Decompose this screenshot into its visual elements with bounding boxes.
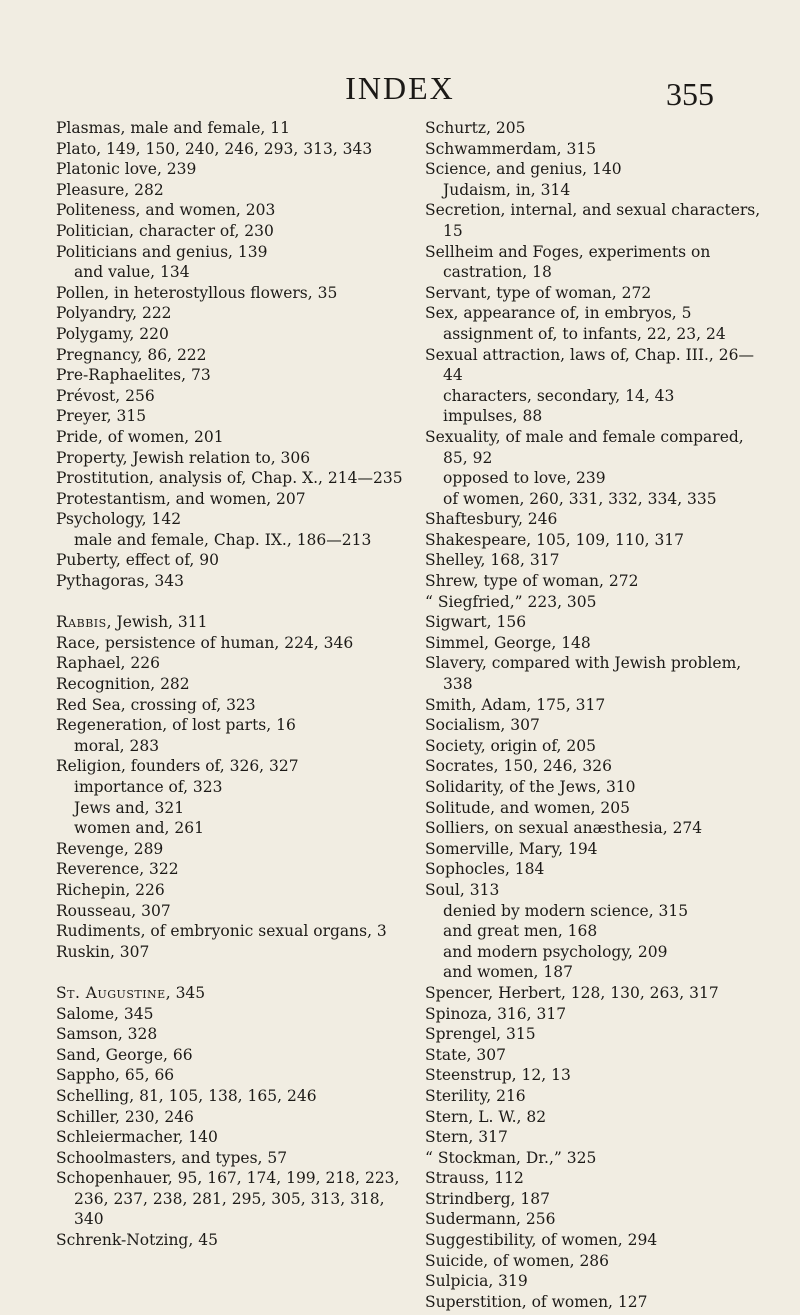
index-entry: Samson, 328: [56, 1025, 158, 1044]
index-entry: Sand, George, 66: [56, 1045, 193, 1064]
index-entry: Sexual attraction, laws of, Chap. III., 26—44: [425, 345, 754, 385]
index-entry: Politeness, and women, 203: [56, 201, 276, 220]
index-entry: Sterility, 216: [425, 1086, 526, 1105]
index-entry: Pride, of women, 201: [56, 427, 224, 446]
index-entry: Solliers, on sexual anæsthesia, 274: [425, 819, 703, 838]
index-entry: Prévost, 256: [56, 386, 155, 405]
index-entry: “ Siegfried,” 223, 305: [425, 592, 597, 611]
index-entry: Politicians and genius, 139: [56, 242, 268, 261]
section-gap: [56, 592, 406, 613]
index-subentry: Judaism, in, 314: [443, 180, 571, 199]
index-column-left: [56, 118, 406, 1251]
index-entry: Sellheim and Foges, experiments on castration, 18: [425, 242, 711, 282]
index-entry: Solitude, and women, 205: [425, 798, 630, 817]
index-entry: Sulpicia, 319: [425, 1272, 528, 1291]
index-entry: Revenge, 289: [56, 839, 164, 858]
index-entry: Pleasure, 282: [56, 180, 164, 199]
index-entry: Strindberg, 187: [425, 1189, 550, 1208]
index-entry: Spencer, Herbert, 128, 130, 263, 317: [425, 983, 719, 1002]
index-entry: Society, origin of, 205: [425, 736, 596, 755]
index-entry: Simmel, George, 148: [425, 633, 591, 652]
index-entry: Ruskin, 307: [56, 942, 150, 961]
index-entry: Secretion, internal, and sexual characters, 15: [425, 201, 761, 240]
index-entry: Schoolmasters, and types, 57: [56, 1148, 288, 1167]
index-entry: State, 307: [425, 1045, 506, 1064]
index-subentry: and modern psychology, 209: [443, 942, 668, 961]
index-entry: Polyandry, 222: [56, 304, 172, 323]
index-entry: Sappho, 65, 66: [56, 1066, 175, 1085]
index-entry: Polygamy, 220: [56, 324, 169, 343]
index-entry: Schiller, 230, 246: [56, 1107, 194, 1126]
index-entry: Race, persistence of human, 224, 346: [56, 633, 354, 652]
index-entry: Puberty, effect of, 90: [56, 551, 219, 570]
index-entry: Richepin, 226: [56, 880, 165, 899]
index-entry: Property, Jewish relation to, 306: [56, 448, 311, 467]
index-subentry: impulses, 88: [443, 407, 543, 426]
index-entry: Servant, type of woman, 272: [425, 283, 652, 302]
index-entry: Shakespeare, 105, 109, 110, 317: [425, 530, 685, 549]
index-entry: Recognition, 282: [56, 675, 190, 694]
index-entry: Psychology, 142: [56, 510, 182, 529]
index-entry: Rudiments, of embryonic sexual organs, 3: [56, 922, 387, 941]
index-entry: Shrew, type of woman, 272: [425, 572, 639, 591]
index-entry: Prostitution, analysis of, Chap. X., 214—235: [56, 469, 403, 488]
index-entry: Politician, character of, 230: [56, 221, 274, 240]
index-entry: Rousseau, 307: [56, 901, 171, 920]
index-entry: Socrates, 150, 246, 326: [425, 757, 612, 776]
index-entry: Schrenk-Notzing, 45: [56, 1231, 218, 1250]
section-gap: [56, 962, 406, 983]
index-entry: Salome, 345: [56, 1004, 154, 1023]
index-entry: Preyer, 315: [56, 407, 147, 426]
index-entry: Somerville, Mary, 194: [425, 839, 598, 858]
index-entry: Pythagoras, 343: [56, 572, 184, 591]
index-entry: Platonic love, 239: [56, 160, 197, 179]
index-entry: Protestantism, and women, 207: [56, 489, 306, 508]
index-entry: Schopenhauer, 95, 167, 174, 199, 218, 223, 236, 237, 238, 281, 295, 305, 313, 318, 340: [56, 1169, 400, 1229]
index-entry: Sigwart, 156: [425, 613, 527, 632]
index-entry: Stern, L. W., 82: [425, 1107, 547, 1126]
index-entry: Slavery, compared with Jewish problem, 338: [425, 654, 742, 694]
index-entry: St. Augustine, 345: [56, 983, 206, 1002]
index-subentry: of women, 260, 331, 332, 334, 335: [443, 489, 717, 508]
index-entry: Soul, 313: [425, 880, 500, 899]
index-entry: “ Stockman, Dr.,” 325: [425, 1148, 597, 1167]
index-entry: Religion, founders of, 326, 327: [56, 757, 299, 776]
index-subentry: Jews and, 321: [74, 798, 185, 817]
index-entry: Regeneration, of lost parts, 16: [56, 716, 296, 735]
index-subentry: and women, 187: [443, 963, 573, 982]
index-entry: Reverence, 322: [56, 860, 179, 879]
index-entry: Stern, 317: [425, 1128, 508, 1147]
index-entry: Smith, Adam, 175, 317: [425, 695, 606, 714]
index-entry: Pregnancy, 86, 222: [56, 345, 207, 364]
index-subentry: male and female, Chap. IX., 186—213: [74, 530, 372, 549]
index-entry: Superstition, of women, 127: [425, 1292, 648, 1311]
index-entry: Raphael, 226: [56, 654, 160, 673]
index-entry: Spinoza, 316, 317: [425, 1004, 567, 1023]
index-entry: Pollen, in heterostyllous flowers, 35: [56, 283, 338, 302]
index-column-right: [425, 118, 765, 1312]
index-entry: Schleiermacher, 140: [56, 1128, 218, 1147]
index-entry: Sprengel, 315: [425, 1025, 536, 1044]
index-entry: Socialism, 307: [425, 716, 540, 735]
index-entry: Red Sea, crossing of, 323: [56, 695, 256, 714]
index-subentry: assignment of, to infants, 22, 23, 24: [443, 324, 726, 343]
index-entry: Suicide, of women, 286: [425, 1251, 610, 1270]
index-subentry: and great men, 168: [443, 922, 598, 941]
index-entry: Plasmas, male and female, 11: [56, 119, 290, 137]
index-subentry: women and, 261: [74, 819, 204, 838]
index-entry: Sexuality, of male and female compared, 85, 92: [425, 427, 744, 467]
index-entry: Schwammerdam, 315: [425, 139, 597, 158]
index-entry: Shaftesbury, 246: [425, 510, 558, 529]
index-entry: Shelley, 168, 317: [425, 551, 560, 570]
index-subentry: opposed to love, 239: [443, 469, 606, 488]
index-subentry: importance of, 323: [74, 778, 223, 796]
index-entry: Sudermann, 256: [425, 1210, 556, 1229]
index-entry: Science, and genius, 140: [425, 160, 622, 179]
index-subentry: characters, secondary, 14, 43: [443, 386, 675, 405]
index-entry: Pre-Raphaelites, 73: [56, 366, 211, 385]
index-subentry: denied by modern science, 315: [443, 901, 689, 920]
running-head: [0, 68, 800, 112]
index-entry: Schurtz, 205: [425, 119, 526, 137]
index-entry: Strauss, 112: [425, 1169, 524, 1188]
index-entry: Steenstrup, 12, 13: [425, 1066, 571, 1085]
page-number: 355: [666, 76, 714, 112]
index-subentry: moral, 283: [74, 736, 160, 755]
index-subentry: and value, 134: [74, 263, 190, 282]
index-entry: Sophocles, 184: [425, 860, 545, 879]
index-entry: Sex, appearance of, in embryos, 5: [425, 304, 692, 323]
index-entry: Solidarity, of the Jews, 310: [425, 778, 636, 796]
index-entry: Rabbis, Jewish, 311: [56, 613, 208, 632]
index-entry: Schelling, 81, 105, 138, 165, 246: [56, 1086, 317, 1105]
index-entry: Suggestibility, of women, 294: [425, 1231, 658, 1250]
index-entry: Plato, 149, 150, 240, 246, 293, 313, 343: [56, 139, 373, 158]
page-title: INDEX: [345, 70, 455, 106]
